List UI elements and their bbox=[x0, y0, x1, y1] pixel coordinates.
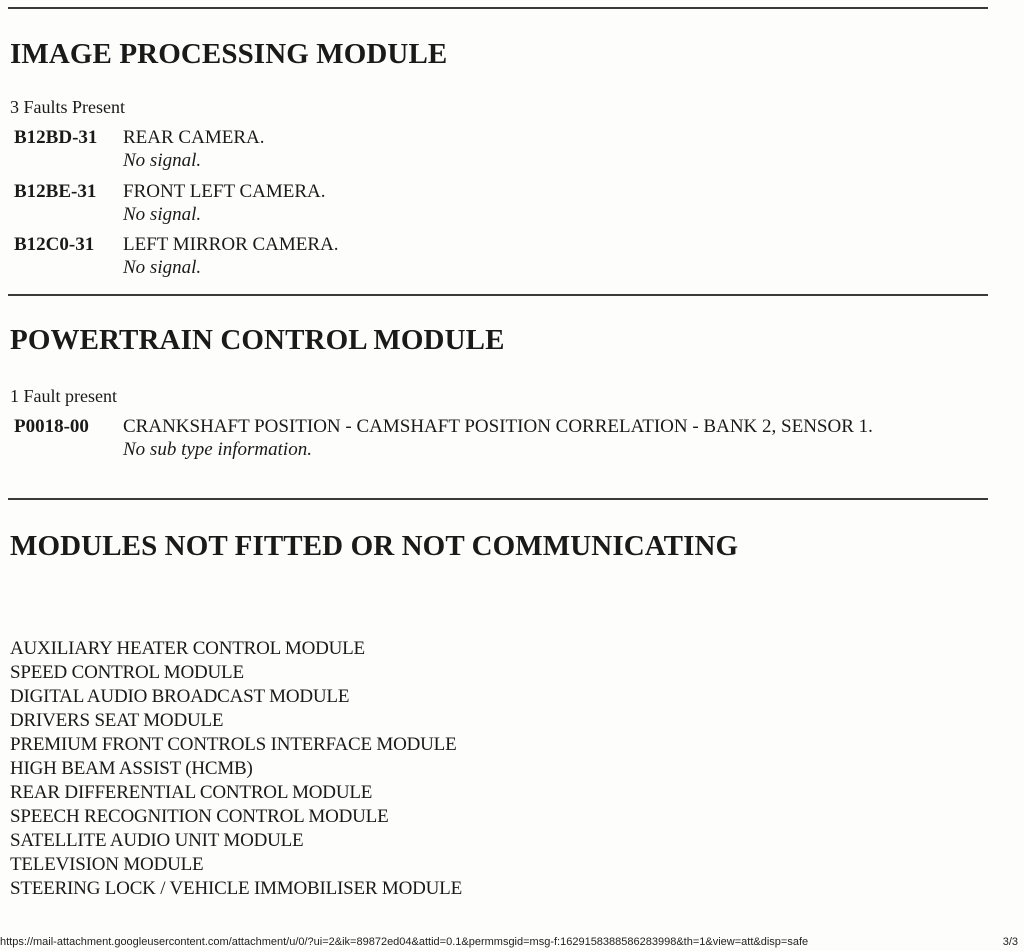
fault-code: B12C0-31 bbox=[14, 234, 95, 255]
fault-description: REAR CAMERA. bbox=[123, 127, 265, 148]
fault-detail: No signal. bbox=[123, 257, 202, 278]
list-item: SATELLITE AUDIO UNIT MODULE bbox=[10, 830, 304, 851]
list-item: PREMIUM FRONT CONTROLS INTERFACE MODULE bbox=[10, 734, 457, 755]
fault-code: B12BE-31 bbox=[14, 181, 97, 202]
fault-description: CRANKSHAFT POSITION - CAMSHAFT POSITION CORRELATION - BANK 2, SENSOR 1. bbox=[123, 416, 873, 437]
fault-detail: No signal. bbox=[123, 204, 202, 225]
list-item: REAR DIFFERENTIAL CONTROL MODULE bbox=[10, 782, 373, 803]
list-item: DRIVERS SEAT MODULE bbox=[10, 710, 224, 731]
footer-page-number: 3/3 bbox=[999, 936, 1018, 948]
section-divider bbox=[8, 7, 988, 9]
list-item: AUXILIARY HEATER CONTROL MODULE bbox=[10, 638, 365, 659]
fault-detail: No signal. bbox=[123, 150, 202, 171]
section-divider bbox=[8, 498, 988, 500]
fault-detail: No sub type information. bbox=[123, 439, 312, 460]
list-item: HIGH BEAM ASSIST (HCMB) bbox=[10, 758, 253, 779]
section-divider bbox=[8, 294, 988, 296]
fault-description: LEFT MIRROR CAMERA. bbox=[123, 234, 339, 255]
fault-description: FRONT LEFT CAMERA. bbox=[123, 181, 326, 202]
footer-url: https://mail-attachment.googleusercontent.com/attachment/u/0/?ui=2&ik=89872ed04&attid=0.1&permmsgid=msg-f:1629158388586283998&th=1&view=att&disp=safe bbox=[0, 936, 809, 948]
section-title-powertrain: POWERTRAIN CONTROL MODULE bbox=[10, 324, 505, 356]
list-item: STEERING LOCK / VEHICLE IMMOBILISER MODULE bbox=[10, 878, 462, 899]
section-title-image-processing: IMAGE PROCESSING MODULE bbox=[10, 38, 448, 70]
fault-code: B12BD-31 bbox=[14, 127, 98, 148]
fault-code: P0018-00 bbox=[14, 416, 89, 437]
module-list bbox=[10, 637, 462, 901]
fault-count-powertrain: 1 Fault present bbox=[10, 386, 117, 406]
list-item: DIGITAL AUDIO BROADCAST MODULE bbox=[10, 686, 350, 707]
list-item: SPEECH RECOGNITION CONTROL MODULE bbox=[10, 806, 389, 827]
section-title-not-fitted: MODULES NOT FITTED OR NOT COMMUNICATING bbox=[10, 530, 739, 562]
list-item: TELEVISION MODULE bbox=[10, 854, 204, 875]
fault-count-image-processing: 3 Faults Present bbox=[10, 97, 125, 117]
list-item: SPEED CONTROL MODULE bbox=[10, 662, 244, 683]
